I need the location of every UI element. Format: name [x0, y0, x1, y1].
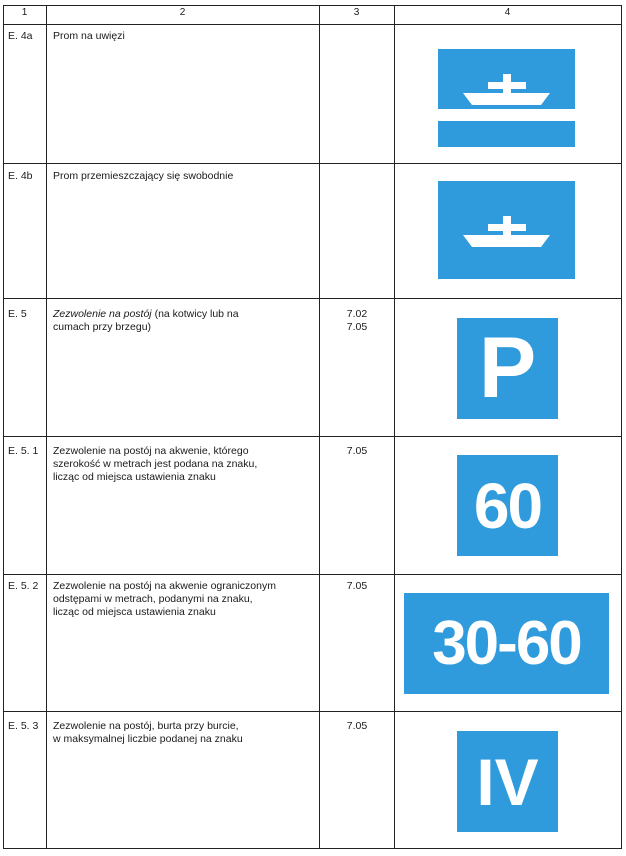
- sign-text: 60: [473, 469, 542, 542]
- row-description: Prom na uwięzi: [53, 30, 125, 42]
- ferry-icon: [438, 181, 575, 279]
- max-boats-sign: [457, 731, 558, 832]
- description-line: cumach przy brzegu): [53, 321, 152, 333]
- row-references: [323, 720, 391, 733]
- parking-sign: [457, 318, 558, 419]
- row-code: E. 5: [8, 308, 27, 320]
- row-description: [53, 580, 318, 619]
- table-border-left: [3, 5, 4, 849]
- description-line: Zezwolenie na postój na akwenie, którego: [53, 445, 249, 457]
- header-divider: [3, 24, 622, 25]
- column-divider: [394, 5, 395, 849]
- row-description: [53, 720, 318, 746]
- reference-number: 7.05: [346, 445, 368, 457]
- reference-number: 7.05: [346, 580, 368, 592]
- description-line: Zezwolenie na postój na akwenie ograniczonym: [53, 580, 276, 592]
- table-border-bottom: [3, 848, 622, 849]
- table-border-right: [621, 5, 622, 849]
- row-code: E. 5. 2: [8, 580, 39, 592]
- description-line: licząc od miejsca ustawienia znaku: [53, 606, 216, 618]
- row-description: [53, 445, 318, 484]
- description-line: odstępami w metrach, podanymi na znaku,: [53, 593, 253, 605]
- description-italic: Zezwolenie na postój: [53, 308, 152, 320]
- sign-text: 30-60: [432, 609, 581, 678]
- row-divider: [3, 298, 622, 299]
- sign-text: P: [478, 320, 537, 416]
- column-divider: [319, 5, 320, 849]
- row-code: E. 4a: [8, 30, 33, 42]
- row-description: Prom przemieszczający się swobodnie: [53, 170, 234, 182]
- distance-range-sign: [404, 593, 609, 694]
- description-line: licząc od miejsca ustawienia znaku: [53, 471, 216, 483]
- sign-text: IV: [476, 744, 539, 819]
- regulation-table: [3, 5, 622, 849]
- table-border-top: [3, 5, 622, 6]
- ferry-free-sign: [438, 181, 575, 279]
- reference-number: 7.02: [346, 308, 368, 320]
- reference-number: 7.05: [346, 321, 368, 333]
- reference-number: 7.05: [346, 720, 368, 732]
- description-rest: (na kotwicy lub na: [151, 308, 239, 320]
- row-code: E. 5. 1: [8, 445, 39, 457]
- width-sign: [457, 455, 558, 556]
- row-description: [53, 308, 318, 334]
- description-line: w maksymalnej liczbie podanej na znaku: [53, 733, 243, 745]
- row-divider: [3, 574, 622, 575]
- row-references: [323, 308, 391, 334]
- ferry-icon: [438, 49, 575, 147]
- column-header-3: 3: [353, 7, 360, 18]
- row-references: [323, 580, 391, 593]
- ferry-cable-sign: [438, 49, 575, 147]
- column-header-4: 4: [504, 7, 511, 18]
- row-code: E. 5. 3: [8, 720, 39, 732]
- column-header-1: 1: [21, 7, 28, 18]
- description-line: szerokość w metrach jest podana na znaku,: [53, 458, 258, 470]
- row-divider: [3, 163, 622, 164]
- row-references: [323, 445, 391, 458]
- column-divider: [46, 5, 47, 849]
- row-divider: [3, 711, 622, 712]
- row-divider: [3, 436, 622, 437]
- column-header-2: 2: [179, 7, 186, 18]
- description-line: Zezwolenie na postój, burta przy burcie,: [53, 720, 239, 732]
- row-code: E. 4b: [8, 170, 33, 182]
